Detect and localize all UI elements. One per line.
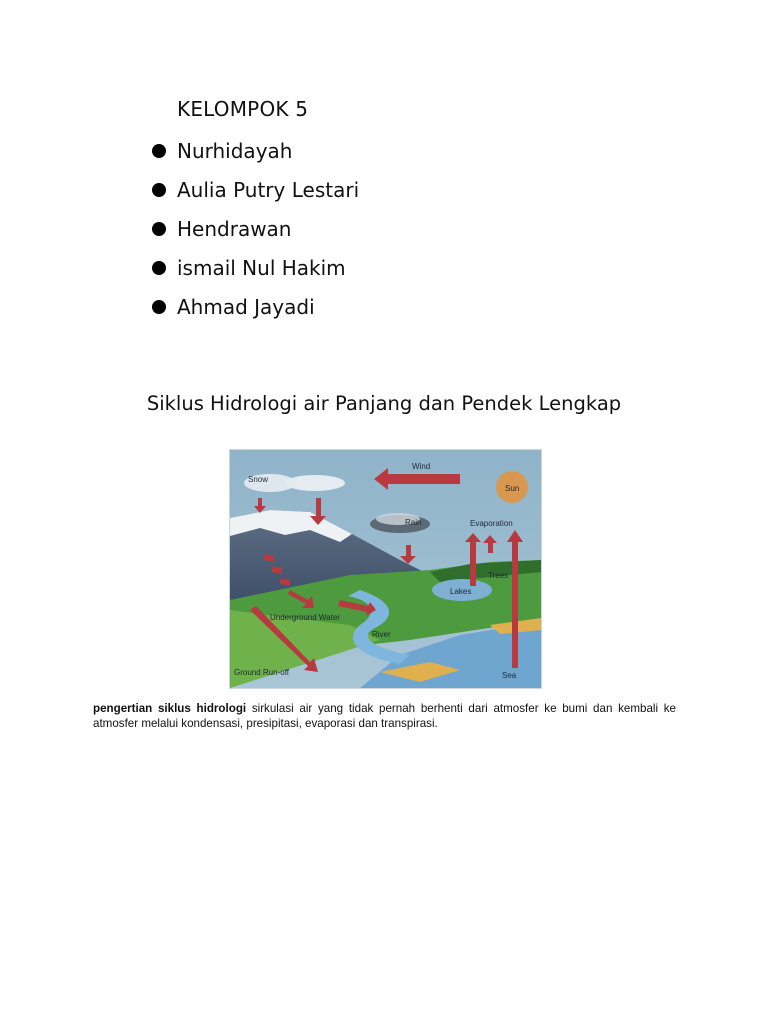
definition-text: sirkulasi air yang tidak pernah berhenti dari atmosfer ke bumi dan kembali ke atmosfer melalui kondensasi, presipitasi, evaporasi dan transpirasi. xyxy=(93,702,676,730)
water-cycle-diagram xyxy=(229,449,542,689)
list-item xyxy=(152,209,359,248)
section-title: Siklus Hidrologi air Panjang dan Pendek Lengkap xyxy=(146,392,622,415)
bullet-icon xyxy=(152,144,166,158)
bullet-icon xyxy=(152,222,166,236)
bullet-icon xyxy=(152,261,166,275)
diagram-label: River xyxy=(372,630,391,639)
diagram-label: Rain xyxy=(405,518,422,527)
definition-term: pengertian siklus hidrologi xyxy=(93,702,247,715)
list-item xyxy=(152,131,359,170)
definition-paragraph xyxy=(93,701,676,731)
diagram-label: Sun xyxy=(505,484,520,493)
diagram-label: Sea xyxy=(502,671,517,680)
diagram-label: Underground Water xyxy=(270,613,340,622)
member-name: Hendrawan xyxy=(177,216,292,241)
cloud-icon xyxy=(285,475,345,491)
list-item xyxy=(152,287,359,326)
diagram-label: Snow xyxy=(248,475,269,484)
member-name: Nurhidayah xyxy=(177,138,293,163)
member-name: Aulia Putry Lestari xyxy=(177,177,360,202)
diagram-label: Ground Run-off xyxy=(234,668,289,677)
member-name: ismail Nul Hakim xyxy=(177,255,346,280)
bullet-icon xyxy=(152,300,166,314)
diagram-label: Evaporation xyxy=(470,519,513,528)
list-item xyxy=(152,248,359,287)
group-title: KELOMPOK 5 xyxy=(177,97,309,121)
member-list xyxy=(152,131,359,326)
diagram-label: Lakes xyxy=(450,587,472,596)
diagram-label: Trees xyxy=(488,571,509,580)
member-name: Ahmad Jayadi xyxy=(177,294,315,319)
bullet-icon xyxy=(152,183,166,197)
diagram-label: Wind xyxy=(412,462,431,471)
list-item xyxy=(152,170,359,209)
